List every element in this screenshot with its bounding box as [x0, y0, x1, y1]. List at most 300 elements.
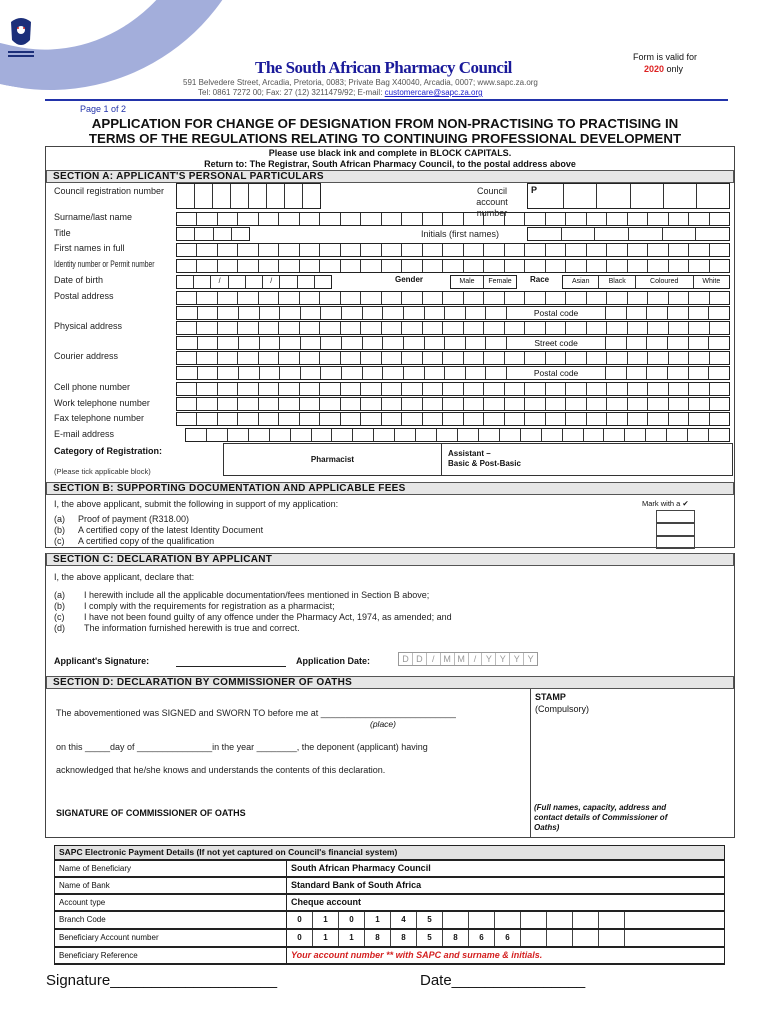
char-box — [238, 292, 258, 304]
char-box — [177, 367, 198, 379]
char-box — [445, 367, 466, 379]
char-box — [239, 337, 260, 349]
work-label: Work telephone number — [54, 398, 150, 408]
char-box — [260, 367, 281, 379]
row-label: Account type — [55, 894, 287, 911]
valid-suffix: only — [666, 64, 684, 74]
doc-item-key: (a) — [54, 514, 65, 524]
declaration-text: I have not been found guilty of any offence under the Pharmacy Act, 1974, as amended; and — [84, 612, 452, 622]
char-box — [425, 337, 446, 349]
fax-input[interactable] — [176, 412, 730, 426]
char-box — [238, 352, 258, 364]
cell-label: Cell phone number — [54, 382, 131, 392]
courier-label: Courier address — [54, 351, 119, 361]
account-number-digits — [287, 930, 724, 946]
digit-cell: 8 — [365, 930, 391, 946]
char-box — [595, 228, 629, 240]
char-box — [484, 260, 504, 272]
char-box — [443, 244, 463, 256]
char-box — [606, 307, 627, 319]
doc-item-key: (b) — [54, 525, 65, 535]
physical-label: Physical address — [54, 321, 123, 331]
char-box — [382, 398, 402, 410]
char-box — [280, 307, 301, 319]
char-box — [321, 307, 342, 319]
dob-label: Date of birth — [54, 275, 104, 285]
char-box — [648, 260, 668, 272]
char-box — [464, 383, 484, 395]
doc-item-text: A certified copy of the latest Identity Document — [78, 525, 264, 535]
postal-label: Postal address — [54, 291, 114, 301]
char-box — [521, 429, 542, 441]
char-box — [587, 413, 607, 425]
table-row — [55, 947, 725, 964]
footer-date[interactable]: Date________________ — [420, 972, 586, 989]
char-box: Female — [484, 276, 516, 288]
char-box — [218, 307, 239, 319]
char-box — [197, 244, 217, 256]
declaration-key: (a) — [54, 590, 65, 600]
char-box — [383, 337, 404, 349]
char-box — [689, 383, 709, 395]
char-box — [710, 292, 729, 304]
char-box — [361, 260, 381, 272]
char-box — [689, 213, 709, 225]
digit-cell: 1 — [313, 912, 339, 928]
courier-address-line2[interactable] — [176, 366, 730, 380]
char-box — [218, 260, 238, 272]
council-registration-input[interactable] — [176, 183, 321, 209]
char-box — [627, 337, 648, 349]
char-box — [259, 322, 279, 334]
char-box — [300, 352, 320, 364]
digit-cell — [599, 912, 625, 928]
page-indicator: Page 1 of 2 — [80, 104, 127, 114]
char-box — [218, 398, 238, 410]
row-value: Cheque account — [287, 894, 725, 911]
char-box — [648, 398, 668, 410]
char-box — [689, 322, 709, 334]
char-box — [382, 413, 402, 425]
address: 591 Belvedere Street, Arcadia, Pretoria, 0083; Private Bag X40040, Arcadia, 0007; www.sapc.za.org — [183, 78, 538, 87]
char-box — [341, 352, 361, 364]
digit-cell: 0 — [287, 912, 313, 928]
char-box — [505, 383, 525, 395]
char-box — [361, 413, 381, 425]
char-box — [628, 398, 648, 410]
char-box — [647, 307, 668, 319]
date-cell: Y — [482, 653, 496, 665]
doc-checkbox[interactable] — [656, 536, 695, 549]
char-box — [218, 383, 238, 395]
char-box — [563, 429, 584, 441]
char-box — [669, 322, 689, 334]
char-box — [382, 322, 402, 334]
char-box — [341, 260, 361, 272]
char-box — [416, 429, 437, 441]
char-box — [197, 260, 217, 272]
char-box — [341, 413, 361, 425]
email-link[interactable]: customercare@sapc.za.org — [384, 88, 483, 97]
char-box — [627, 367, 648, 379]
reference-label: Beneficiary Reference — [55, 947, 287, 964]
doc-item-text: Proof of payment (R318.00) — [78, 514, 190, 524]
char-box — [464, 244, 484, 256]
char-box — [587, 322, 607, 334]
date-cell: / — [469, 653, 483, 665]
char-box — [464, 398, 484, 410]
char-box — [279, 213, 299, 225]
table-row — [55, 894, 725, 911]
applicant-signature-label: Applicant's Signature: — [54, 656, 150, 666]
char-box — [525, 383, 545, 395]
char-box — [709, 307, 729, 319]
char-box — [464, 413, 484, 425]
char-box — [285, 184, 303, 208]
char-box — [566, 383, 586, 395]
char-box — [300, 213, 320, 225]
char-box — [214, 228, 232, 240]
char-box — [342, 337, 363, 349]
row-value: South African Pharmacy Council — [287, 860, 725, 877]
sworn-text: The abovementioned was SIGNED and SWORN TO before me at ___________________________ — [56, 708, 456, 718]
char-box — [443, 260, 463, 272]
char-box — [584, 429, 605, 441]
char-box — [710, 213, 729, 225]
char-box — [629, 228, 663, 240]
char-box — [464, 260, 484, 272]
char-box — [546, 352, 566, 364]
char-box — [425, 367, 446, 379]
char-box — [238, 213, 258, 225]
char-box — [361, 383, 381, 395]
date-cell: Y — [510, 653, 524, 665]
race-label: Race — [530, 275, 550, 284]
payment-details-table — [54, 845, 725, 965]
digit-cell — [599, 930, 625, 946]
char-box — [710, 383, 729, 395]
branch-code-label: Branch Code — [55, 911, 287, 929]
work-phone-input[interactable] — [176, 397, 730, 411]
cell-phone-input[interactable] — [176, 382, 730, 396]
char-box — [298, 276, 315, 288]
declaration-key: (b) — [54, 601, 65, 611]
application-date-input[interactable] — [398, 652, 538, 666]
row-label: Name of Beneficiary — [55, 860, 287, 877]
date-cell: D — [413, 653, 427, 665]
council-account-label: Council account number — [476, 186, 508, 218]
council-account-input[interactable] — [527, 183, 730, 209]
char-box — [280, 276, 297, 288]
char-box — [607, 413, 627, 425]
char-box — [238, 398, 258, 410]
council-crest-logo — [6, 12, 36, 58]
category-assistant[interactable] — [442, 444, 732, 475]
footer-signature[interactable]: Signature____________________ — [46, 972, 278, 989]
char-box — [500, 429, 521, 441]
email-label: E-mail address — [54, 429, 115, 439]
char-box — [238, 322, 258, 334]
char-box — [464, 352, 484, 364]
char-box — [505, 352, 525, 364]
char-box — [423, 383, 443, 395]
char-box — [604, 429, 625, 441]
initials-label: Initials (first names) — [421, 229, 500, 239]
char-box — [342, 367, 363, 379]
char-box — [229, 276, 246, 288]
char-box — [361, 213, 381, 225]
category-box — [223, 443, 733, 476]
char-box — [231, 184, 249, 208]
char-box — [207, 429, 228, 441]
char-box — [238, 413, 258, 425]
char-box — [689, 260, 709, 272]
char-box — [546, 413, 566, 425]
char-box — [259, 398, 279, 410]
char-box — [689, 307, 710, 319]
char-box — [505, 292, 525, 304]
first-names-label: First names in full — [54, 243, 125, 253]
assistant-line2: Basic & Post-Basic — [448, 459, 521, 468]
char-box — [342, 307, 363, 319]
char-box — [566, 322, 586, 334]
doc-item-text: A certified copy of the qualification — [78, 536, 215, 546]
category-pharmacist[interactable]: Pharmacist — [224, 444, 442, 475]
digit-cell: 8 — [443, 930, 469, 946]
char-box — [279, 383, 299, 395]
char-box — [546, 260, 566, 272]
identity-input[interactable] — [176, 259, 730, 273]
char-box — [505, 322, 525, 334]
char-box — [402, 352, 422, 364]
char-box — [228, 429, 249, 441]
tick-hint: (Please tick applicable block) — [54, 467, 151, 476]
char-box — [239, 367, 260, 379]
digit-cell — [521, 930, 547, 946]
char-box — [195, 184, 213, 208]
char-box — [320, 292, 340, 304]
branch-code-digits — [287, 912, 724, 928]
char-box — [321, 367, 342, 379]
char-box — [198, 367, 219, 379]
char-box — [303, 184, 320, 208]
char-box — [238, 383, 258, 395]
char-box — [218, 292, 238, 304]
char-box — [402, 213, 422, 225]
courier-address-input[interactable] — [176, 351, 730, 365]
char-box: Black — [599, 276, 635, 288]
char-box — [423, 398, 443, 410]
char-box — [177, 213, 197, 225]
char-box — [566, 260, 586, 272]
char-box — [486, 307, 507, 319]
char-box — [423, 322, 443, 334]
mark-hint: Mark with a ✔ — [642, 499, 689, 508]
char-box — [668, 337, 689, 349]
char-box — [525, 260, 545, 272]
char-box — [361, 398, 381, 410]
char-box — [663, 228, 697, 240]
char-box: White — [694, 276, 729, 288]
reference-value: Your account number ** with SAPC and surname & initials. — [287, 947, 725, 964]
char-box — [668, 367, 689, 379]
race-options[interactable] — [562, 275, 730, 289]
digit-cell: 0 — [287, 930, 313, 946]
doc-checkbox[interactable] — [656, 510, 695, 523]
digit-cell — [495, 912, 521, 928]
char-box — [279, 292, 299, 304]
char-box — [423, 413, 443, 425]
physical-address-line2[interactable] — [176, 336, 730, 350]
char-box — [197, 413, 217, 425]
digit-cell — [573, 912, 599, 928]
physical-address-input[interactable] — [176, 321, 730, 335]
char-box — [197, 292, 217, 304]
char-box — [232, 228, 249, 240]
char-box — [587, 398, 607, 410]
doc-checkbox[interactable] — [656, 523, 695, 536]
digit-cell — [547, 930, 573, 946]
char-box — [647, 367, 668, 379]
char-box — [525, 244, 545, 256]
char-box — [566, 413, 586, 425]
applicant-signature-line[interactable] — [176, 666, 286, 667]
postal-address-line2[interactable] — [176, 306, 730, 320]
char-box — [628, 244, 648, 256]
char-box — [710, 398, 729, 410]
digit-cell: 8 — [391, 930, 417, 946]
char-box — [607, 352, 627, 364]
digit-cell: 5 — [417, 912, 443, 928]
char-box — [238, 260, 258, 272]
section-d-header: SECTION D: DECLARATION BY COMMISSIONER OF OATHS — [46, 676, 734, 689]
char-box — [341, 383, 361, 395]
char-box — [279, 244, 299, 256]
char-box — [669, 292, 689, 304]
char-box — [648, 213, 668, 225]
char-box — [486, 337, 507, 349]
char-box — [197, 398, 217, 410]
char-box — [259, 260, 279, 272]
char-box — [587, 383, 607, 395]
char-box — [647, 337, 668, 349]
char-box — [177, 398, 197, 410]
commissioner-signature-label: SIGNATURE OF COMMISSIONER OF OATHS — [56, 808, 246, 818]
char-box — [484, 292, 504, 304]
dob-input[interactable] — [176, 275, 332, 289]
council-reg-label: Council registration number — [54, 186, 165, 196]
char-box — [648, 292, 668, 304]
table-row — [55, 877, 725, 894]
char-box — [197, 383, 217, 395]
title-input[interactable] — [176, 227, 250, 241]
valid-line — [644, 64, 683, 74]
char-box — [587, 260, 607, 272]
char-box — [383, 367, 404, 379]
char-box — [566, 244, 586, 256]
char-box — [177, 260, 197, 272]
digit-cell: 1 — [365, 912, 391, 928]
char-box — [709, 337, 729, 349]
char-box — [321, 337, 342, 349]
char-box — [689, 292, 709, 304]
table-row — [55, 929, 725, 947]
char-box — [177, 184, 195, 208]
postal-address-input[interactable] — [176, 291, 730, 305]
char-box — [479, 429, 500, 441]
acknowledged-text: acknowledged that he/she knows and understands the contents of this declaration. — [56, 765, 386, 775]
char-box — [466, 307, 487, 319]
digit-cell: 6 — [495, 930, 521, 946]
char-box — [320, 352, 340, 364]
char-box — [648, 244, 668, 256]
char-box — [198, 307, 219, 319]
char-box — [404, 307, 425, 319]
char-box — [279, 322, 299, 334]
char-box — [382, 260, 402, 272]
section-b-header: SECTION B: SUPPORTING DOCUMENTATION AND APPLICABLE FEES — [46, 482, 734, 495]
char-box — [625, 429, 646, 441]
first-names-input[interactable] — [176, 243, 730, 257]
char-box — [197, 213, 217, 225]
char-box: P — [528, 184, 564, 208]
char-box — [197, 352, 217, 364]
char-box — [177, 228, 195, 240]
char-box — [484, 322, 504, 334]
digit-cell: 1 — [339, 930, 365, 946]
date-cell: M — [455, 653, 469, 665]
digit-cell: 1 — [313, 930, 339, 946]
identity-label: Identity number or Permit number — [54, 259, 155, 269]
date-cell: Y — [524, 653, 537, 665]
char-box — [218, 352, 238, 364]
char-box — [628, 352, 648, 364]
gender-options[interactable] — [450, 275, 517, 289]
char-box: Male — [451, 276, 484, 288]
char-box — [697, 184, 729, 208]
char-box — [443, 398, 463, 410]
char-box — [525, 213, 545, 225]
char-box — [587, 213, 607, 225]
char-box — [464, 322, 484, 334]
char-box — [218, 213, 238, 225]
char-box — [425, 307, 446, 319]
char-box — [177, 322, 197, 334]
char-box — [361, 244, 381, 256]
char-box — [607, 292, 627, 304]
char-box — [259, 292, 279, 304]
email-input[interactable] — [185, 428, 730, 442]
surname-input[interactable] — [176, 212, 730, 226]
char-box — [486, 367, 507, 379]
form-title-line2: TERMS OF THE REGULATIONS RELATING TO CONTINUING PROFESSIONAL DEVELOPMENT — [88, 131, 682, 146]
char-box — [505, 260, 525, 272]
char-box — [710, 413, 729, 425]
char-box — [542, 429, 563, 441]
form-title-line1: APPLICATION FOR CHANGE OF DESIGNATION FROM NON-PRACTISING TO PRACTISING IN — [91, 116, 679, 131]
section-c-header: SECTION C: DECLARATION BY APPLICANT — [46, 553, 734, 566]
char-box — [177, 413, 197, 425]
char-box — [402, 244, 422, 256]
char-box — [300, 292, 320, 304]
row-label: Name of Bank — [55, 877, 287, 894]
char-box — [259, 413, 279, 425]
char-box — [404, 367, 425, 379]
char-box — [628, 292, 648, 304]
date-cell: M — [441, 653, 455, 665]
char-box — [566, 352, 586, 364]
initials-input[interactable] — [527, 227, 730, 241]
